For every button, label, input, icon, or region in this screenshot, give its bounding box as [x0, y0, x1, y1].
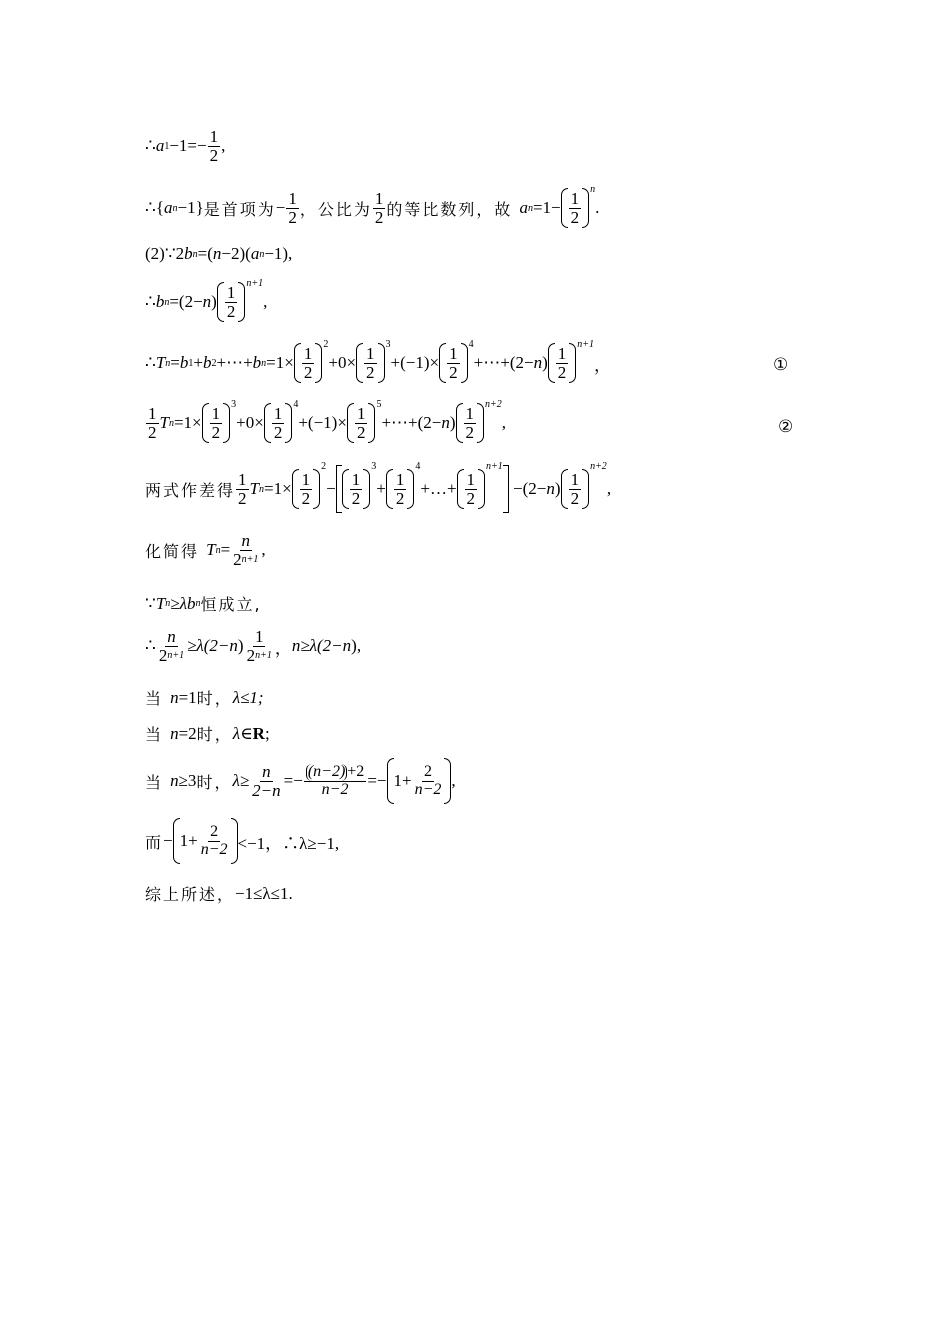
line-8 [145, 532, 266, 569]
punct: ， [594, 355, 611, 375]
var-T: T [206, 540, 216, 560]
line-13 [145, 758, 456, 804]
subscript: n [258, 483, 264, 495]
math-text: +(−1)× [298, 413, 347, 432]
chinese-text: 时， [196, 772, 233, 792]
line-7 [145, 461, 612, 513]
therefore-symbol: ∴ [145, 353, 156, 372]
math-text: = [170, 353, 180, 372]
subscript: n [192, 248, 198, 260]
chinese-text: 是首项为 [203, 199, 276, 219]
var-n: n [212, 244, 222, 263]
fraction [208, 128, 221, 165]
chinese-text: 恒成立, [200, 595, 262, 614]
math-text: − [326, 479, 336, 498]
numerator: 2 [210, 822, 219, 840]
subscript: n [164, 296, 170, 308]
denominator: n−2 [414, 780, 442, 798]
denominator: 2 [273, 422, 283, 442]
numerator: 1 [356, 403, 366, 423]
var-T: T [155, 353, 166, 372]
math-text: =2 [178, 723, 197, 743]
denominator: 2 [303, 362, 313, 382]
chinese-text: 综上所述， [145, 885, 236, 904]
fraction [225, 284, 238, 321]
exponent: 4 [415, 461, 421, 472]
numerator: 1 [254, 627, 264, 646]
numerator: n [167, 627, 176, 646]
var-T: T [249, 479, 259, 498]
line-2 [145, 184, 600, 228]
math-text: − [163, 831, 173, 850]
numerator: 1 [449, 343, 458, 363]
paren-group [456, 403, 485, 443]
subscript: n [195, 598, 201, 609]
var-b: b [202, 353, 212, 372]
punct: , [261, 540, 266, 560]
numerator: n [241, 531, 251, 550]
punct: ; [264, 723, 270, 743]
equation-marker-1: ① [773, 355, 789, 374]
denominator: 2 [351, 488, 361, 508]
paren-group [457, 469, 486, 509]
denominator: 2 [301, 488, 311, 508]
chinese-text: 而 [145, 832, 164, 852]
exponent: 4 [468, 339, 474, 350]
math-text: ≥λ [170, 593, 187, 613]
exponent: 2 [323, 339, 329, 350]
var-n: n [170, 771, 179, 790]
math-text: + [193, 353, 203, 372]
paren-group [356, 343, 385, 383]
numerator: 1 [301, 469, 311, 489]
line-4 [145, 278, 268, 322]
denominator: 2 [148, 422, 157, 442]
fraction [245, 628, 274, 665]
paren-group [173, 818, 238, 864]
var-T: T [155, 593, 166, 613]
numerator: 2 [423, 762, 432, 780]
chinese-text: 的等比数列，故 [386, 199, 520, 219]
denominator: 2 [570, 488, 580, 508]
denominator: 2 [570, 207, 580, 227]
math-text: (2)∵2 [145, 244, 185, 263]
math-text: −2)( [221, 244, 251, 263]
math-text: =1× [263, 479, 292, 498]
math-text: ≥λ(2− [187, 636, 230, 656]
subscript: 1 [188, 357, 194, 369]
denominator-exponent: n+1 [241, 553, 259, 565]
numerator: n [262, 761, 271, 781]
numerator: 1 [273, 403, 283, 423]
real-numbers-symbol: R [252, 723, 265, 743]
math-text: +…+ [420, 479, 457, 498]
math-text: + [376, 479, 386, 498]
var-b: b [155, 292, 165, 311]
subscript: n [261, 357, 267, 369]
numerator: 1 [209, 127, 219, 146]
paren-group [292, 469, 321, 509]
paren-group [347, 403, 376, 443]
denominator: 2−n [252, 780, 281, 800]
chinese-text: 当 [145, 772, 171, 792]
var-T: T [159, 413, 169, 432]
numerator-rest: +2 [347, 762, 365, 780]
equation-marker-2: ② [778, 417, 794, 436]
subscript: n [259, 248, 265, 260]
numerator: 1 [148, 403, 157, 423]
because-symbol: ∵ [145, 593, 156, 613]
exponent: 3 [371, 461, 377, 472]
var-b: b [179, 353, 189, 372]
denominator: 2 [465, 422, 475, 442]
chinese-text: 时， [196, 725, 233, 744]
var-b: b [184, 244, 193, 263]
denominator: 2 [238, 488, 247, 508]
line-6 [145, 399, 507, 443]
exponent: n [590, 184, 596, 195]
numerator: 1 [570, 469, 580, 489]
denominator: 2 [288, 207, 297, 227]
paren-group [202, 403, 231, 443]
math-text: <−1，∴λ≥−1, [237, 833, 340, 853]
var-n: n [291, 636, 301, 656]
paren-group [548, 343, 577, 383]
subscript: n [165, 357, 171, 369]
math-text: λ≤1; [232, 687, 264, 707]
fraction [304, 764, 366, 799]
line-1 [145, 128, 225, 165]
denominator-exponent: n+1 [255, 649, 272, 661]
var-n: n [533, 353, 543, 372]
line-9 [145, 592, 262, 615]
line-12 [145, 722, 270, 745]
line-14 [145, 818, 339, 864]
subscript: n [165, 598, 171, 609]
chinese-text: ，公比为 [299, 199, 372, 219]
var-n: n [546, 479, 555, 498]
math-text: −1), [264, 244, 293, 263]
exponent: n+2 [485, 399, 502, 410]
therefore-symbol: ∴ [145, 636, 156, 656]
subscript: 1 [164, 140, 170, 152]
numerator: 1 [351, 469, 361, 489]
chinese-text: 当 [145, 725, 171, 744]
fraction [250, 763, 282, 800]
math-text: =1− [532, 198, 561, 217]
math-text: =1× [173, 413, 202, 432]
denominator: 2 [557, 362, 567, 382]
numerator: 1 [211, 403, 221, 423]
math-text: =− [283, 771, 303, 790]
denominator-base: 2 [158, 645, 168, 665]
punct: , [501, 413, 507, 432]
line-15 [145, 882, 293, 905]
math-text: =( [197, 244, 213, 263]
math-text: ≥λ(2− [300, 636, 343, 656]
denominator-base: 2 [246, 645, 256, 665]
fraction [236, 471, 249, 508]
punct: . [595, 198, 600, 217]
paren-group [439, 343, 468, 383]
exponent: 2 [321, 461, 327, 472]
line-11 [145, 686, 264, 709]
therefore-symbol: ∴ [145, 136, 156, 156]
subscript: n [172, 202, 178, 214]
numerator: 1 [288, 188, 297, 208]
paren-group [264, 403, 293, 443]
paren-group [217, 282, 246, 322]
var-n: n [342, 636, 352, 656]
conclusion-text: −1≤λ≤1. [235, 883, 293, 903]
subscript: 2 [211, 357, 217, 369]
math-text: 1+ [179, 831, 198, 850]
var-a: a [519, 198, 528, 217]
punct: , [263, 292, 268, 311]
math-text: =1× [266, 353, 294, 372]
math-text: ) [554, 479, 561, 498]
numerator: 1 [557, 343, 567, 363]
math-text: 1+ [393, 771, 412, 790]
math-text: +⋯+ [216, 353, 253, 372]
math-text: λ∈ [232, 723, 253, 743]
subscript: n [215, 544, 221, 556]
fraction [231, 532, 260, 569]
math-text: +(−1)× [390, 353, 440, 372]
chinese-text: 时， [196, 689, 233, 708]
punct: , [451, 771, 456, 790]
punct: , [606, 479, 612, 498]
line-5 [145, 339, 611, 383]
punct: , [221, 136, 226, 156]
math-text: =− [367, 771, 387, 790]
math-text: +⋯+(2− [473, 353, 534, 372]
exponent: n+1 [246, 278, 264, 289]
paren-group [561, 469, 590, 509]
denominator: 2 [356, 422, 366, 442]
denominator-base: 2 [233, 549, 242, 569]
math-text: =1 [178, 687, 197, 707]
fraction [157, 628, 186, 665]
denominator: n−2 [200, 840, 228, 858]
denominator: 2 [366, 362, 375, 382]
numerator: 1 [226, 282, 236, 302]
line-10 [145, 628, 361, 665]
math-text: ) [211, 292, 217, 311]
numerator: 1 [570, 188, 580, 208]
math-text: λ≥ [232, 771, 250, 790]
math-text: ), [351, 636, 362, 656]
numerator: 1 [366, 343, 375, 363]
numerator: 1 [465, 403, 475, 423]
var-a: a [155, 136, 165, 156]
math-text: +0× [236, 413, 264, 432]
numerator-abs: (n−2) [307, 762, 346, 780]
numerator: 1 [374, 188, 384, 208]
denominator: 2 [374, 207, 384, 227]
denominator: 2 [209, 145, 219, 165]
subscript: n [527, 202, 533, 214]
var-n: n [170, 723, 179, 743]
var-n: n [202, 292, 212, 311]
line-3 [145, 244, 292, 264]
exponent: 5 [376, 399, 382, 410]
denominator: n−2 [321, 780, 349, 798]
denominator: 2 [226, 301, 236, 321]
numerator: 1 [303, 343, 313, 363]
paren-group [386, 469, 415, 509]
var-n: n [170, 687, 179, 707]
punct: ， [274, 638, 292, 658]
math-text: −(2− [508, 479, 547, 498]
paren-group [387, 758, 452, 804]
subscript: n [168, 417, 174, 429]
fraction [569, 190, 582, 227]
math-text: ) [542, 353, 548, 372]
math-text: −1=− [169, 136, 207, 156]
denominator-exponent: n+1 [167, 649, 185, 661]
chinese-text: 化简得 [145, 541, 207, 561]
exponent: 4 [293, 399, 299, 410]
var-n: n [229, 636, 238, 656]
denominator: 2 [395, 488, 405, 508]
denominator: 2 [211, 422, 221, 442]
exponent: n+1 [577, 339, 594, 350]
exponent: 3 [385, 339, 391, 350]
var-b: b [252, 353, 262, 372]
therefore-symbol: ∴ [145, 292, 156, 311]
denominator: 2 [449, 362, 458, 382]
math-text: −1} [177, 198, 204, 217]
var-n: n [441, 413, 450, 432]
exponent: n+2 [590, 461, 607, 472]
paren-group [294, 343, 323, 383]
chinese-text: 两式作差得 [145, 480, 236, 500]
numerator: 1 [466, 469, 476, 489]
fraction [286, 190, 299, 227]
math-text: ) [237, 636, 244, 656]
fraction [373, 190, 386, 227]
numerator: 1 [238, 469, 247, 489]
math-text: =(2− [169, 292, 203, 311]
var-b: b [187, 593, 196, 613]
math-text: ≥3 [178, 771, 197, 790]
numerator: 1 [395, 469, 405, 489]
math-text: ) [449, 413, 456, 432]
math-text: +⋯+(2− [381, 413, 442, 432]
exponent: 3 [231, 399, 237, 410]
paren-group [561, 188, 590, 228]
math-text: = [220, 540, 231, 560]
exponent: n+1 [486, 461, 503, 472]
denominator: 2 [466, 488, 476, 508]
var-a: a [250, 244, 260, 263]
paren-group [342, 469, 371, 509]
math-text: ∴{ [145, 198, 164, 217]
fraction [146, 405, 159, 442]
chinese-text: 当 [145, 689, 171, 708]
var-a: a [163, 198, 173, 217]
math-text: +0× [328, 353, 357, 372]
math-text: − [275, 198, 286, 217]
